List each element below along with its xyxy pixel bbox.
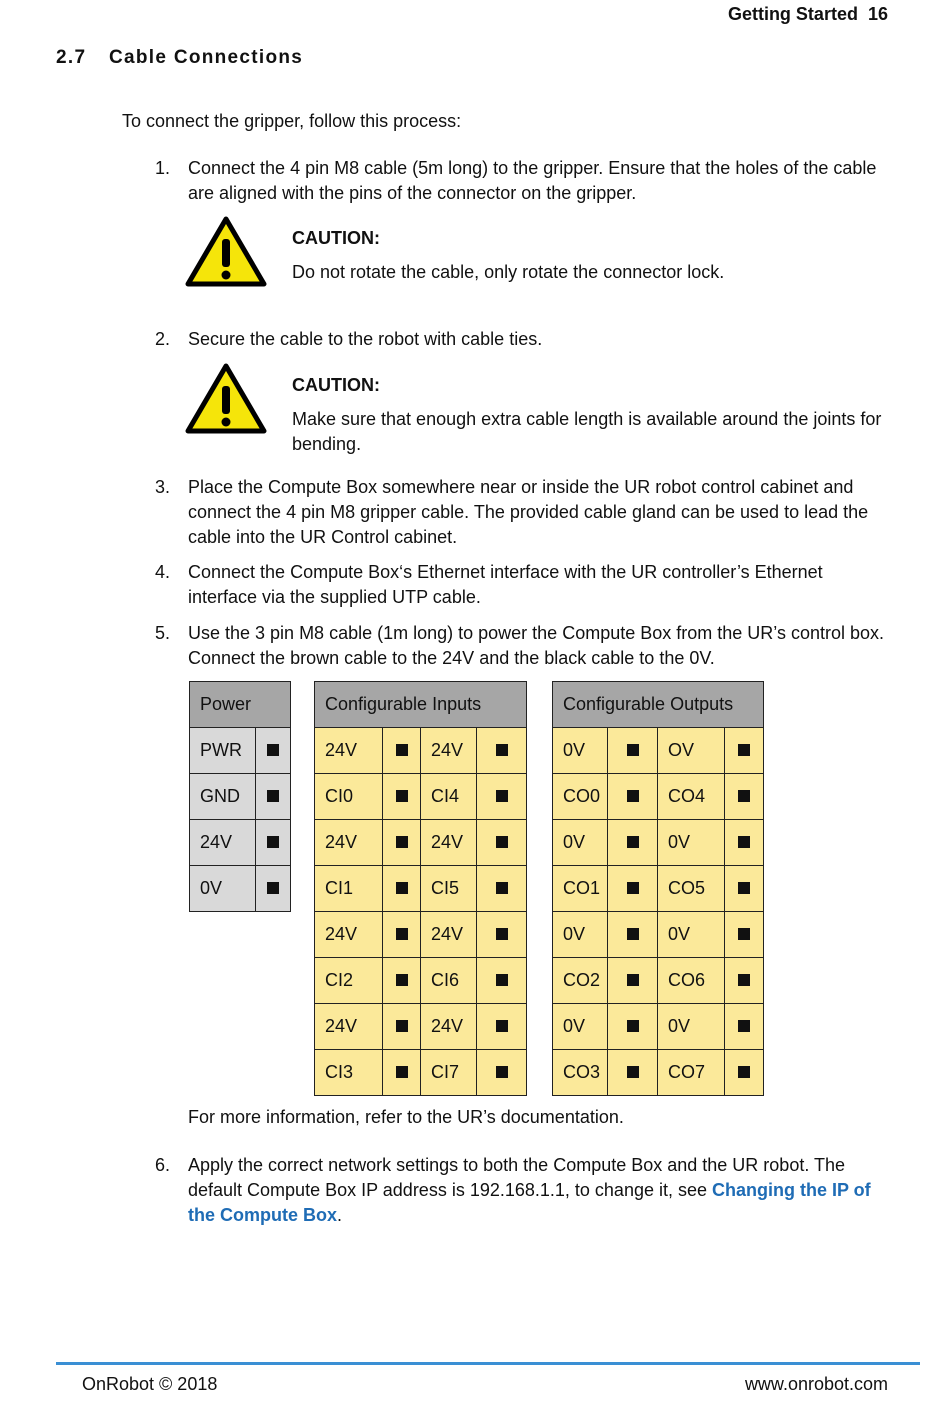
power-table [189, 681, 291, 912]
pin-terminal [383, 958, 421, 1004]
pin-label: 24V [421, 820, 477, 866]
pin-label: 0V [658, 912, 725, 958]
warning-icon [185, 215, 267, 287]
pin-label: CO6 [658, 958, 725, 1004]
pin-terminal [383, 820, 421, 866]
pin-label: CI6 [421, 958, 477, 1004]
pin-terminal [383, 1050, 421, 1096]
table-row [315, 958, 527, 1004]
pin-terminal [256, 820, 291, 866]
pin-label: 0V [658, 820, 725, 866]
pin-terminal [608, 820, 658, 866]
pin-label: 24V [190, 820, 256, 866]
pin-terminal [477, 774, 527, 820]
pin-label: 0V [658, 1004, 725, 1050]
pin-terminal [725, 866, 764, 912]
pin-terminal [383, 1004, 421, 1050]
step-text: Secure the cable to the robot with cable ties. [188, 329, 543, 349]
pin-terminal [477, 820, 527, 866]
pin-label: CO5 [658, 866, 725, 912]
ip-settings-link[interactable]: Changing the IP of the Compute Box [188, 1180, 871, 1225]
pin-label: OV [658, 728, 725, 774]
table-row [553, 1004, 764, 1050]
footer-website: www.onrobot.com [744, 1374, 888, 1394]
table-row [315, 728, 527, 774]
pin-label: CO7 [658, 1050, 725, 1096]
table-row [315, 1050, 527, 1096]
table-row [553, 820, 764, 866]
footer-copyright: OnRobot © 2018 [82, 1374, 218, 1394]
pin-terminal [477, 958, 527, 1004]
pin-label: CI5 [421, 866, 477, 912]
table-row [315, 912, 527, 958]
caution-text: Do not rotate the cable, only rotate the connector lock. [292, 262, 725, 282]
pin-terminal [477, 912, 527, 958]
pin-label: 24V [315, 912, 383, 958]
inputs-table [314, 681, 527, 1096]
table-row [190, 866, 291, 912]
pin-label: 0V [553, 728, 608, 774]
section-heading [56, 47, 303, 69]
step-text: Connect the 4 pin M8 cable (5m long) to the gripper. Ensure that the holes of the cable are aligned with the pins of the connector on the gripper. [188, 158, 877, 203]
warning-icon [185, 362, 267, 434]
pin-label: 0V [190, 866, 256, 912]
pin-label: CI7 [421, 1050, 477, 1096]
pin-terminal [477, 728, 527, 774]
pin-label: 24V [315, 820, 383, 866]
pin-label: 24V [421, 912, 477, 958]
table-row [553, 774, 764, 820]
page-number: 16 [867, 4, 888, 24]
step-text: Place the Compute Box somewhere near or inside the UR robot control cabinet and connect the 4 pin M8 gripper cable. The provided cable gland can be used to lead the cable into the UR Control cabinet. [188, 477, 869, 547]
step-text: Connect the Compute Box‘s Ethernet interface with the UR controller’s Ethernet interface via the supplied UTP cable. [188, 562, 823, 607]
intro-text: To connect the gripper, follow this process: [122, 111, 462, 131]
caution-text: Make sure that enough extra cable length is available around the joints for bending. [292, 409, 882, 454]
step-number: 5. [155, 623, 171, 643]
table-row [553, 728, 764, 774]
pin-terminal [383, 728, 421, 774]
step-number: 1. [155, 158, 171, 178]
table-row [553, 1050, 764, 1096]
section-title: Cable Connections [109, 47, 304, 68]
pin-label: CI1 [315, 866, 383, 912]
pin-label: 24V [315, 728, 383, 774]
pin-terminal [725, 958, 764, 1004]
pin-label: CI0 [315, 774, 383, 820]
caution-title: CAUTION: [292, 228, 380, 248]
step-text [188, 1153, 888, 1228]
table-row [190, 774, 291, 820]
step-number: 2. [155, 329, 171, 349]
table-header: Configurable Inputs [315, 682, 527, 728]
table-row [190, 728, 291, 774]
pin-terminal [608, 1050, 658, 1096]
section-number: 2.7 [56, 47, 87, 68]
pin-label: CO1 [553, 866, 608, 912]
pin-label: GND [190, 774, 256, 820]
pin-terminal [725, 1050, 764, 1096]
table-row [315, 866, 527, 912]
pin-terminal [608, 774, 658, 820]
pin-terminal [477, 1050, 527, 1096]
pin-label: 0V [553, 1004, 608, 1050]
step-number: 6. [155, 1155, 171, 1175]
pin-terminal [608, 728, 658, 774]
step-text-tail: . [337, 1205, 343, 1225]
pin-terminal [725, 912, 764, 958]
step-number: 3. [155, 477, 171, 497]
pin-terminal [383, 866, 421, 912]
header-section: Getting Started [727, 4, 858, 24]
pin-terminal [477, 866, 527, 912]
caution-title: CAUTION: [292, 375, 380, 395]
pin-label: CO4 [658, 774, 725, 820]
pin-terminal [725, 728, 764, 774]
pin-label: 24V [315, 1004, 383, 1050]
pin-label: CO2 [553, 958, 608, 1004]
pin-terminal [608, 1004, 658, 1050]
pin-terminal [608, 958, 658, 1004]
table-row [553, 912, 764, 958]
pin-label: CO0 [553, 774, 608, 820]
running-header [728, 4, 888, 25]
pin-terminal [725, 774, 764, 820]
footer-divider [56, 1362, 920, 1365]
pin-label: 0V [553, 820, 608, 866]
pin-label: CI2 [315, 958, 383, 1004]
step-text-body: Apply the correct network settings to both the Compute Box and the UR robot. The default Compute Box IP address is 192.168.1.1, to change it, see [188, 1155, 846, 1200]
reference-note: For more information, refer to the UR’s documentation. [188, 1107, 624, 1127]
pin-label: CI3 [315, 1050, 383, 1096]
step-number: 4. [155, 562, 171, 582]
pin-terminal [383, 912, 421, 958]
pin-terminal [256, 728, 291, 774]
pin-terminal [383, 774, 421, 820]
pin-terminal [608, 912, 658, 958]
table-header: Configurable Outputs [553, 682, 764, 728]
pin-label: 0V [553, 912, 608, 958]
table-row [315, 774, 527, 820]
table-row [553, 958, 764, 1004]
pin-terminal [256, 866, 291, 912]
table-header: Power [190, 682, 291, 728]
pin-label: 24V [421, 1004, 477, 1050]
table-row [553, 866, 764, 912]
outputs-table [552, 681, 764, 1096]
pin-terminal [608, 866, 658, 912]
table-row [315, 1004, 527, 1050]
pin-label: 24V [421, 728, 477, 774]
pin-terminal [725, 1004, 764, 1050]
pin-terminal [256, 774, 291, 820]
table-row [315, 820, 527, 866]
pin-terminal [477, 1004, 527, 1050]
pin-terminal [725, 820, 764, 866]
table-row [190, 820, 291, 866]
step-text: Use the 3 pin M8 cable (1m long) to power the Compute Box from the UR’s control box. Connect the brown cable to the 24V and the black cable to the 0V. [188, 623, 884, 668]
pin-label: CO3 [553, 1050, 608, 1096]
pin-label: PWR [190, 728, 256, 774]
pin-label: CI4 [421, 774, 477, 820]
